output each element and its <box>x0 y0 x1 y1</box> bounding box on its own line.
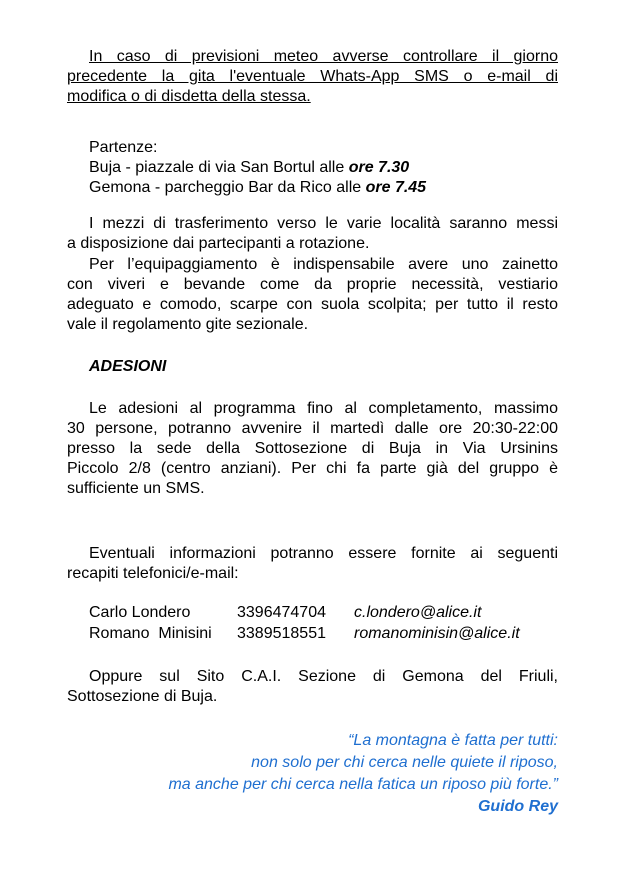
departures <box>89 138 580 198</box>
contact-phone: 3389518551 <box>237 625 326 642</box>
departure-time: ore 7.45 <box>365 179 427 196</box>
contact-phone: 3396474704 <box>237 604 326 621</box>
departure-item: Gemona - parcheggio Bar da Rico alle ore 7.45 <box>89 179 427 196</box>
section-heading-adesioni: ADESIONI <box>89 358 167 375</box>
quote-line: “La montagna è fatta per tutti: <box>348 732 558 749</box>
contact-email[interactable]: romanominisin@alice.it <box>354 625 520 642</box>
closing-quote <box>168 730 558 818</box>
warning-line: modifica o di disdetta della stessa. <box>67 88 311 105</box>
quote-line: non solo per chi cerca nelle quiete il riposo, <box>251 754 558 771</box>
equipment-paragraph: Per l’equipaggiamento è indispensabile avere uno zainetto con viveri e bevande come da proprie necessità, vestiario adeguato e comodo, scarpe con suola scolpita; per tutto il resto vale il regolamento gite sezionale. <box>67 256 558 333</box>
contact-name: Carlo Londero <box>89 604 191 621</box>
info-paragraph: Eventuali informazioni potranno essere fornite ai seguenti recapiti telefonici/e-mail: <box>67 545 558 582</box>
transport-paragraph: I mezzi di trasferimento verso le varie località saranno messi a disposizione dai partecipanti a rotazione. <box>67 215 558 252</box>
site-paragraph: Oppure sul Sito C.A.I. Sezione di Gemona del Friuli, Sottosezione di Buja. <box>67 668 558 705</box>
contact-name: Romano Minisini <box>89 625 212 642</box>
warning-line: In caso di previsioni meteo avverse controllare il giorno <box>89 48 558 65</box>
contact-email[interactable]: c.londero@alice.it <box>354 604 482 621</box>
departure-item: Buja - piazzale di via San Bortul alle ore 7.30 <box>89 159 410 176</box>
weather-warning <box>67 47 558 107</box>
quote-line: ma anche per chi cerca nella fatica un riposo più forte.” <box>168 776 558 793</box>
adesioni-paragraph: Le adesioni al programma fino al completamento, massimo 30 persone, potranno avvenire il martedì dalle ore 20:30-22:00 presso la sede della Sottosezione di Buja in Via Ursinins Piccolo 2/8 (centro anziani). Per chi fa parte già del gruppo è sufficiente un SMS. <box>67 400 558 497</box>
quote-author: Guido Rey <box>477 798 558 815</box>
warning-line: precedente la gita l'eventuale Whats-App SMS o e-mail di <box>67 68 558 85</box>
departures-title: Partenze: <box>89 139 158 156</box>
departure-time: ore 7.30 <box>348 159 410 176</box>
